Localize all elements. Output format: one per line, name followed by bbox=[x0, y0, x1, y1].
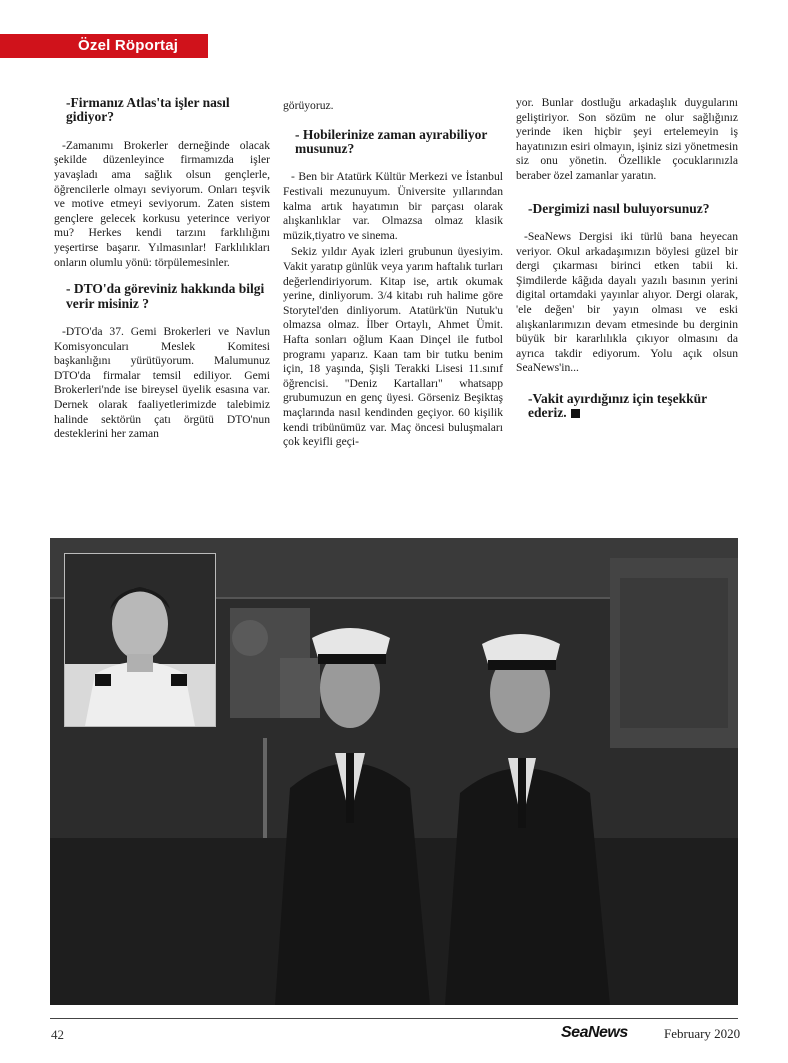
end-mark-icon bbox=[571, 409, 580, 418]
portrait-illustration bbox=[65, 554, 215, 726]
answer-paragraph: -Zamanımı Brokerler derneğinde olacak şekilde düzenleyince firmamızda işler yavaşladı ama sağlık olsun gençlerle, öğrencilerle olmayı seviyorum. Onları teşvik ve motive etmeyi seviyorum. Zaten sistem gençlere gelecek korkusu yeterince veriyor mu? Herkes kendi tarzını farklılığını yeşertirse başarır. Yılmasınlar! Farklılıkları onların olumlu yönü: törpülemesinler. bbox=[54, 138, 270, 269]
section-banner: Özel Röportaj bbox=[0, 34, 208, 58]
question-heading: -Firmanız Atlas'ta işler nasıl gidiyor? bbox=[66, 95, 230, 125]
page-number: 42 bbox=[51, 1027, 64, 1042]
portrait-photo-young-officer bbox=[64, 553, 216, 727]
answer-paragraph: -DTO'da 37. Gemi Brokerleri ve Navlun Komisyoncuları Meslek Komitesi başkanlığını yürütüyorum. Malumunuz DTO'da firmalar temsil ediliyor. Gemi Brokerleri'nde ise bireysel üyelik esasına var. Dernek olarak faaliyetlerimizde talebimiz halinde sektörün çatı örgütü DTO'nun desteklerini her zaman bbox=[54, 324, 270, 441]
column-1 bbox=[54, 96, 270, 454]
magazine-brand: SeaNews bbox=[561, 1024, 628, 1041]
closing-heading bbox=[528, 392, 738, 421]
answer-paragraph: - Ben bir Atatürk Kültür Merkezi ve İstanbul Festivali mezunuyum. Üniversite yıllarından kalma artık hayatımın bir parçası olarak alışkanlıklar var. Olmazsa olmaz klasik müzik,tiyatro ve sinema. bbox=[283, 170, 503, 242]
answer-paragraph: -SeaNews Dergisi iki türlü bana heyecan veriyor. Okul arkadaşımızın böylesi güzel bir dergi çıkarması birinci etken tabii ki. Şimdilerde kâğıda dayalı yazılı basının yerini digital ortamdaki yayınlar alıyor. Dergi olarak, 'ele değen' bir yayın olması ve eski alışkanlarımızın devam etmesinde bu derginin büyük bir kararlılıkla çıkıyor olmasını da ayrıca takdir ediyorum. Yolu açık olsun SeaNews'in... bbox=[516, 229, 738, 375]
question-heading: - Hobilerinize zaman ayırabiliyor musunuz? bbox=[295, 126, 488, 156]
question-heading: - DTO'da göreviniz hakkında bilgi verir misiniz ? bbox=[66, 281, 265, 311]
answer-continuation: yor. Bunlar dostluğu arkadaşlık duygularını geliştiriyor. Son sözüm ne olur sağlığınız yerinde iken hiçbir şeyi ertelemeyin iş hayatınızın esiri olmayın, işiniz sizi yönetmesin siz onu yönetin. Özellikle çocuklarınızla beraber özel zamanlar yaratın. bbox=[516, 96, 738, 182]
column-3 bbox=[516, 96, 738, 435]
issue-date: February 2020 bbox=[664, 1026, 741, 1041]
column-2 bbox=[283, 99, 503, 462]
footer-divider bbox=[50, 1018, 738, 1019]
answer-paragraph: Sekiz yıldır Ayak izleri grubunun üyesiyim. Vakit yaratıp günlük veya yarım haftalık turları değerlendiriyorum. Kitap ise, artık okumak yerine, dinliyorum. 3/4 kitabı ruh halime göre Storytel'den dinliyorum. Atatürk'ün Nutuk'u olmazsa olmaz. İlber Ortaylı, Ahmet Ümit. Hafta sonları oğlum Kaan Dinçel ile futbol programı yaparız. Kaan tam bir tutku benim için, 18 yaşında, Şişli Terakki Lisesi 11.sınıf öğrencisi. "Deniz Kartalları" whatsapp grubumuzun en genç üyesi. Görseniz Beşiktaş maçlarında nasıl kendinden geçiyor. 60 kişilik kendi tribünümüz var. Maç öncesi buluşmaları çok keyifli geçi- bbox=[283, 245, 503, 449]
answer-continuation: görüyoruz. bbox=[283, 99, 334, 112]
question-heading: -Dergimizi nasıl buluyorsunuz? bbox=[528, 200, 710, 216]
closing-text: -Vakit ayırdığınız için teşekkür ederiz. bbox=[528, 390, 707, 421]
